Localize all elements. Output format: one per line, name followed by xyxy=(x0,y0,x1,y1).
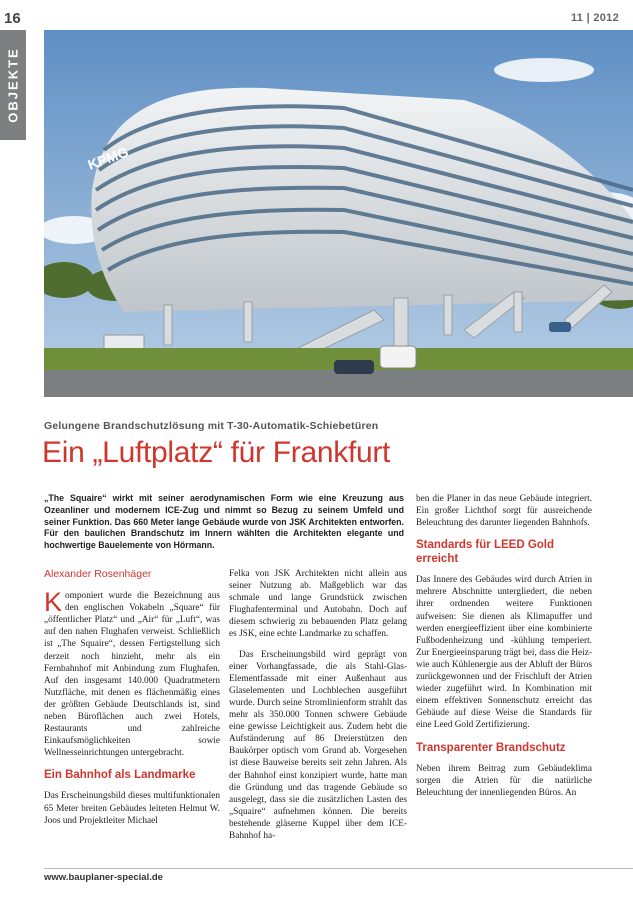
article-kicker: Gelungene Brandschutzlösung mit T-30-Automatik-Schiebetüren xyxy=(44,420,379,432)
page-number: 16 xyxy=(4,10,21,27)
column-3-paragraph-1: ben die Planer in das neue Gebäude integriert. Ein großer Lichthof sorgt für ausreichende Beleuchtung des darunter liegenden Bahnhofs. xyxy=(416,494,592,529)
drop-cap: K xyxy=(44,587,63,618)
column-2-paragraph-1: Felka von JSK Architekten nicht allein aus seiner Nutzung ab. Maßgeblich war das schmale und lange Grundstück zwischen Flughafenterminal und Autobahn. Doch auf diesem schwierig zu bebauenden Platz gelang es JSK, eine echte Landmarke zu schaffen. xyxy=(229,569,407,640)
author-name: Alexander Rosenhäger xyxy=(44,568,152,580)
column-3-paragraph-3: Neben ihrem Beitrag zum Gebäudeklima sorgen die Atrien für die natürliche Beleuchtung der innenliegenden Büros. An xyxy=(416,763,592,798)
column-1-paragraph-1: omponiert wurde die Bezeichnung aus den englischen Vokabeln „Square“ für „öffentlicher Platz“ und „Air“ für „Luft“, was auf den nahen Flughafen verweist. Schließlich ist „The Squaire“, dessen Fertigstellung sich derzeit noch hinzieht, mehr als ein Fernbahnhof mit Anbindung zum Flughafen. Auf den insgesamt 140.000 Quadratmetern Nutzfläche, mit denen es flächenmäßig eines der größten Gebäude Deutschlands ist, sind neben Büroflächen auch zwei Hotels, Restaurants und zahlreiche Einkaufsmöglichkeiten sowie Wellnesseinrichtungen untergebracht. xyxy=(44,591,220,759)
article-headline: Ein „Luftplatz“ für Frankfurt xyxy=(42,436,391,469)
subhead-brandschutz: Transparenter Brandschutz xyxy=(416,741,566,754)
lead-column xyxy=(44,493,404,552)
footer-url[interactable]: www.bauplaner-special.de xyxy=(44,872,163,883)
section-tab xyxy=(0,30,26,140)
column-1 xyxy=(44,568,220,835)
column-1-paragraph-2: Das Erscheinungsbild dieses multifunktionalen 65 Meter breiten Gebäudes leiteten Helmut W. Joos und Projektleiter Michael xyxy=(44,791,220,826)
article-lead: „The Squaire“ wirkt mit seiner aerodynamischen Form wie eine Kreuzung aus Ozeanliner und modernem ICE-Zug und nimmt so Bezug zu seinem Umfeld und seiner Funktion. Das 660 Meter lange Gebäude wurde von JSK Architekten entworfen. Für den baulichen Brandschutz im Innern wählten die Architekten elegante und hochwertige Bauelemente von Hörmann. xyxy=(44,493,404,551)
subhead-landmarke: Ein Bahnhof als Landmarke xyxy=(44,769,196,782)
subhead-leed: Standards für LEED Gold erreicht xyxy=(416,539,555,566)
column-2 xyxy=(229,568,407,850)
kpmg-sign: KPMG xyxy=(85,143,131,173)
issue-label: 11 | 2012 xyxy=(571,12,619,24)
building-photo xyxy=(44,30,633,397)
column-3 xyxy=(416,493,592,807)
footer-divider xyxy=(44,868,633,869)
column-2-paragraph-2: Das Erscheinungsbild wird geprägt von einer Vorhangfassade, die als Stahl-Glas-Elementfassade mit einer Außenhaut aus Glaselementen und Lochblechen ausgeführt wurde. Durch seine Stromlinienform strahlt das mehr als 350.000 Tonnen schwere Gebäude eine gewisse Leichtigkeit aus. Zudem hebt die Aufständerung auf 86 Dreierstützen den Baukörper optisch vom Grund ab. Vorgesehen ist diese Bauweise bereits seit zehn Jahren. Als der Bahnhof einst konzipiert wurde, hatte man die Gründung und das tragende Gebäude so ausgelegt, dass sie die zusätzlichen Lasten des „Squaire“ aufnehmen können. Die bereits bestehende gläserne Kuppel über dem ICE-Bahnhof ha- xyxy=(229,649,407,841)
section-label: OBJEKTE xyxy=(5,47,21,123)
column-3-paragraph-2: Das Innere des Gebäudes wird durch Atrien in mehrere Abschnitte untergliedert, die neben ihrer ordnenden weitere Funktionen aufweisen: Sie dienen als Klimapuffer und werden energieeffizient über eine kombinierte Fußbodenheizung und -kühlung temperiert. Zur Energieeinsparung trägt bei, dass die Heiz- wie auch Kühlenergie aus der Abluft der Büros zurückgewonnen und der Frischluft der Atrien wieder zugeführt wird. In Kombination mit einem effektiven Sonnenschutz erreicht das Gebäude auf diese Weise die Standards für eine Leed Gold Zertifizierung. xyxy=(416,575,592,731)
road xyxy=(44,370,633,397)
